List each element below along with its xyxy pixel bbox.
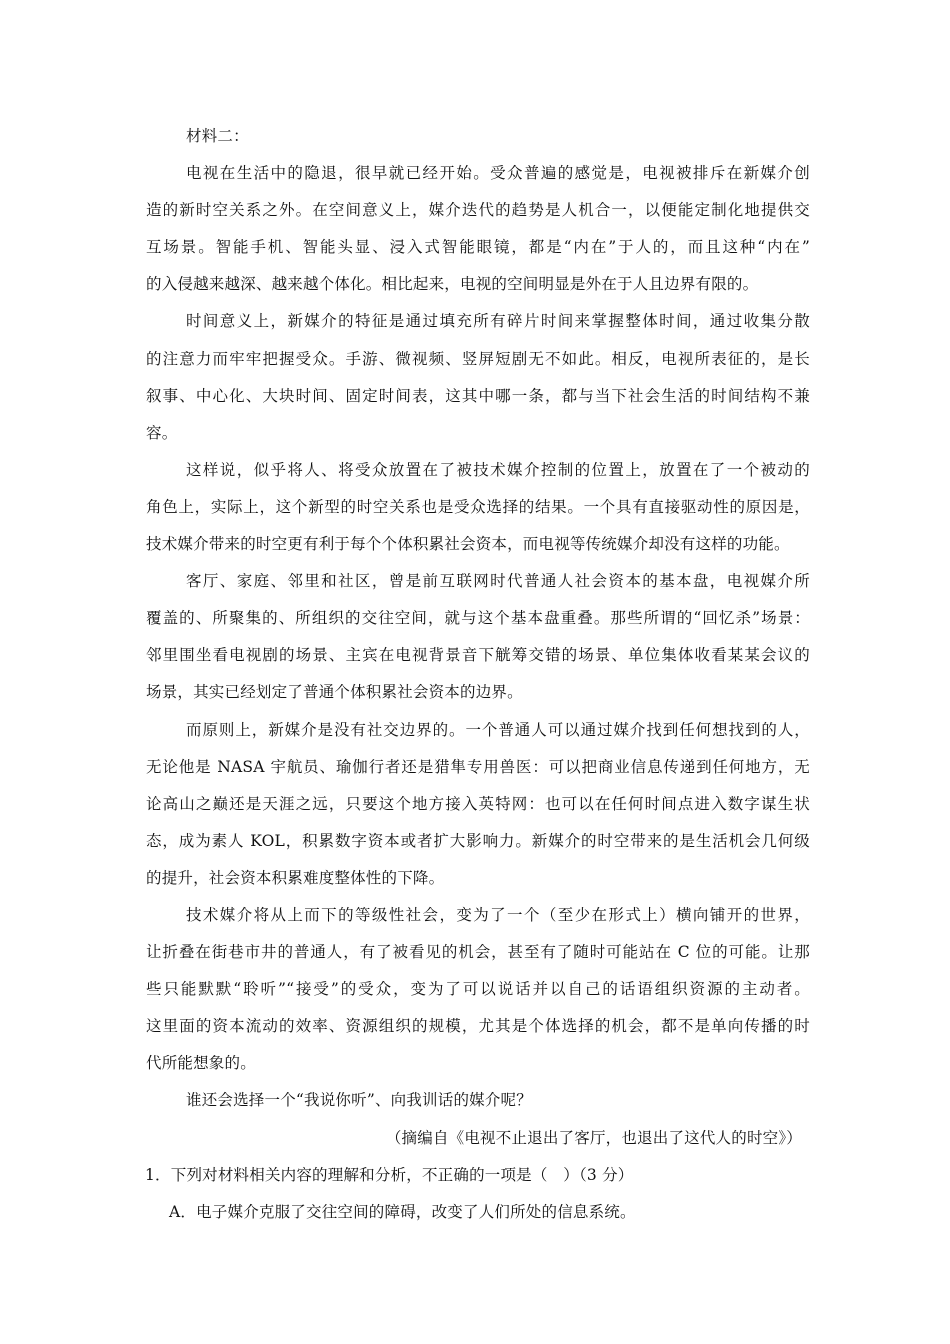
paragraph-line: 技术媒介带来的时空更有利于每个个体积累社会资本，而电视等传统媒介却没有这样的功能。 (146, 535, 790, 554)
paragraph-line: 谁还会选择一个“我说你听”、向我训话的媒介呢？ (186, 1091, 532, 1110)
paragraph-3 (146, 452, 810, 563)
paragraph-line: 无论他是 NASA 宇航员、瑜伽行者还是猎隼专用兽医：可以把商业信息传递到任何地方，无 (146, 757, 810, 776)
paragraph-1 (146, 155, 810, 303)
paragraph-line: 态，成为素人 KOL，积累数字资本或者扩大影响力。新媒介的时空带来的是生活机会几何级 (146, 831, 810, 850)
paragraph-line: 的提升，社会资本积累难度整体性的下降。 (146, 868, 445, 887)
paragraph-line: 角色上，实际上，这个新型的时空关系也是受众选择的结果。一个具有直接驱动性的原因是， (146, 497, 810, 516)
paragraph-line: 的注意力而牢牢把握受众。手游、微视频、竖屏短剧无不如此。相反，电视所表征的，是长 (146, 349, 810, 368)
paragraph-line: 这样说，似乎将人、将受众放置在了被技术媒介控制的位置上，放置在了一个被动的 (186, 460, 810, 479)
paragraph-5 (146, 712, 810, 897)
question-1-stem: 1．下列对材料相关内容的理解和分析，不正确的一项是（ ）（3 分） (145, 1165, 634, 1184)
paragraph-line: 时间意义上，新媒介的特征是通过填充所有碎片时间来掌握整体时间，通过收集分散 (186, 312, 810, 331)
paragraph-line: 电视在生活中的隐退，很早就已经开始。受众普遍的感觉是，电视被排斥在新媒介创 (186, 164, 810, 183)
paragraph-line: 让折叠在街巷市井的普通人，有了被看见的机会，甚至有了随时可能站在 C 位的可能。让那 (146, 943, 810, 962)
paragraph-line: 造的新时空关系之外。在空间意义上，媒介迭代的趋势是人机合一，以便能定制化地提供交 (146, 201, 810, 220)
document-page (146, 118, 810, 1231)
paragraph-line: 叙事、中心化、大块时间、固定时间表，这其中哪一条，都与当下社会生活的时间结构不兼 (146, 386, 810, 405)
paragraph-4 (146, 563, 810, 711)
paragraph-6 (146, 897, 810, 1082)
paragraph-2 (146, 303, 810, 451)
paragraph-line: 代所能想象的。 (146, 1054, 256, 1073)
paragraph-line: 容。 (146, 423, 178, 442)
paragraph-7 (146, 1082, 810, 1119)
paragraph-line: 互场景。智能手机、智能头显、浸入式智能眼镜，都是“内在”于人的，而且这种“内在” (146, 238, 810, 257)
paragraph-line: 覆盖的、所聚集的、所组织的交往空间，就与这个基本盘重叠。那些所谓的“回忆杀”场景： (146, 609, 810, 628)
question-1-option-a: A．电子媒介克服了交往空间的障碍，改变了人们所处的信息系统。 (169, 1202, 636, 1221)
source-citation: （摘编自《电视不止退出了客厅，也退出了这代人的时空》） (385, 1128, 802, 1147)
material-title: 材料二： (186, 127, 249, 145)
paragraph-line: 邻里围坐看电视剧的场景、主宾在电视背景音下觥筹交错的场景、单位集体收看某某会议的 (146, 646, 810, 665)
paragraph-line: 技术媒介将从上而下的等级性社会，变为了一个（至少在形式上）横向铺开的世界， (186, 905, 810, 924)
paragraph-line: 场景，其实已经划定了普通个体积累社会资本的边界。 (146, 683, 523, 702)
paragraph-line: 这里面的资本流动的效率、资源组织的规模，尤其是个体选择的机会，都不是单向传播的时 (146, 1017, 810, 1036)
paragraph-line: 的入侵越来越深、越来越个体化。相比起来，电视的空间明显是外在于人且边界有限的。 (146, 275, 759, 294)
paragraph-line: 而原则上，新媒介是没有社交边界的。一个普通人可以通过媒介找到任何想找到的人， (186, 720, 810, 739)
paragraph-line: 些只能默默“聆听”“接受”的受众，变为了可以说话并以自己的话语组织资源的主动者。 (146, 980, 810, 999)
paragraph-line: 论高山之巅还是天涯之远，只要这个地方接入英特网：也可以在任何时间点进入数字谋生状 (146, 794, 810, 813)
paragraph-line: 客厅、家庭、邻里和社区，曾是前互联网时代普通人社会资本的基本盘，电视媒介所 (186, 572, 810, 591)
